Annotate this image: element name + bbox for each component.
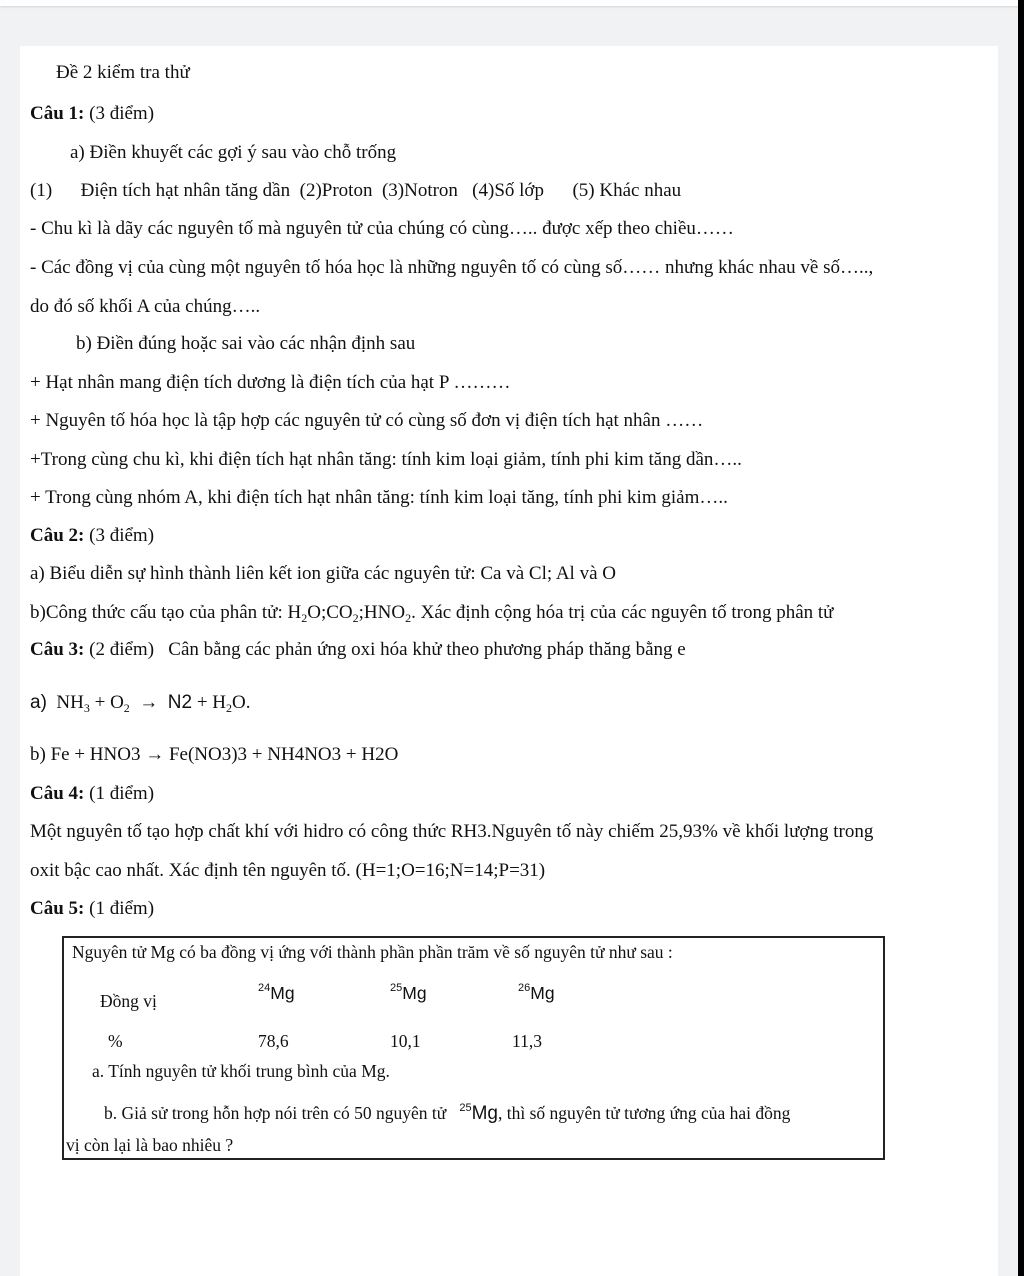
document-title: Đề 2 kiểm tra thử — [56, 62, 190, 83]
q2-part-b — [30, 602, 833, 624]
q1-part-b-title: b) Điền đúng hoặc sai vào các nhận định sau — [76, 333, 416, 354]
q2-part-b-prefix: b)Công thức cấu tạo của phân tử: — [30, 602, 288, 623]
q5-label: Câu 5: — [30, 898, 85, 919]
q1-statement: +Trong cùng chu kì, khi điện tích hạt nhân tăng: tính kim loại giảm, tính phi kim tăng dần….. — [30, 449, 742, 470]
q2-label: Câu 2: — [30, 525, 85, 546]
q1-statement: + Trong cùng nhóm A, khi điện tích hạt nhân tăng: tính kim loại tăng, tính phi kim giảm….. — [30, 487, 728, 508]
q1-points: (3 điểm) — [89, 103, 155, 124]
q2-formulas: $H_2O;CO_2;HNO_2$ — [287, 602, 412, 625]
q3-heading — [30, 639, 686, 661]
q5-isotope-26mg: $^{26}$Mg — [518, 982, 555, 1003]
q3-eq-a-label: a) — [30, 692, 47, 713]
q5-part-a: a. Tính nguyên tử khối trung bình của Mg. — [92, 1061, 390, 1081]
q5-part-b-isotope: $^{25}$Mg — [459, 1102, 498, 1124]
q3-equation-a — [30, 692, 251, 714]
q5-percent-24mg: 78,6 — [258, 1031, 289, 1051]
q5-part-b-suffix: , thì số nguyên tử tương ứng của hai đồng — [498, 1103, 791, 1123]
q2-part-a: a) Biểu diễn sự hình thành liên kết ion giữa các nguyên tử: Ca và Cl; Al và O — [30, 563, 616, 584]
q5-part-b — [104, 1102, 790, 1125]
q5-part-b-prefix: b. Giả sử trong hỗn hợp nói trên có 50 nguyên tử — [104, 1103, 447, 1123]
q5-isotope-25mg: $^{25}$Mg — [390, 982, 427, 1003]
q4-points: (1 điểm) — [89, 783, 155, 804]
q2-part-b-suffix: . Xác định cộng hóa trị của các nguyên tố trong phân tử — [411, 602, 834, 623]
document-page — [20, 46, 998, 1276]
q5-isotope-24mg: $^{24}$Mg — [258, 982, 295, 1003]
q3-points: (2 điểm) — [89, 639, 155, 660]
q3-instruction: Cân bằng các phản ứng oxi hóa khử theo phương pháp thăng bằng e — [168, 639, 686, 660]
q5-isotope-box — [62, 936, 885, 1160]
q1-hints: (1) Điện tích hạt nhân tăng dần (2)Proton (3)Notron (4)Số lớp (5) Khác nhau — [30, 180, 682, 201]
q5-row-label-percent: % — [108, 1031, 123, 1051]
q5-heading — [30, 898, 154, 920]
q4-line-1: Một nguyên tố tạo hợp chất khí với hidro có công thức RH3.Nguyên tố này chiếm 25,93% về khối lượng trong — [30, 821, 874, 842]
q5-percent-26mg: 11,3 — [512, 1031, 542, 1051]
q1-statement: + Hạt nhân mang điện tích dương là điện tích của hạt P ……… — [30, 372, 511, 393]
q4-label: Câu 4: — [30, 783, 85, 804]
q5-box-intro: Nguyên tử Mg có ba đồng vị ứng với thành phần phần trăm về số nguyên tử như sau : — [72, 942, 673, 962]
q1-line-3: do đó số khối A của chúng….. — [30, 296, 261, 317]
q2-heading — [30, 525, 154, 547]
q3-label: Câu 3: — [30, 639, 85, 660]
q1-heading — [30, 103, 154, 125]
q4-line-2: oxit bậc cao nhất. Xác định tên nguyên tố. (H=1;O=16;N=14;P=31) — [30, 860, 546, 881]
q1-line-2: - Các đồng vị của cùng một nguyên tố hóa học là những nguyên tố có cùng số…… nhưng khác nhau về số….., — [30, 257, 874, 278]
q3-equation-b: b) Fe + HNO3 → Fe(NO3)3 + NH4NO3 + H2O — [30, 744, 399, 765]
q3-eq-a-formula: $NH_3 + O_2 \to N2 + H_2O$. — [51, 692, 251, 715]
q5-row-label-isotope: Đồng vị — [100, 991, 157, 1011]
q4-heading — [30, 783, 154, 805]
q5-points: (1 điểm) — [89, 898, 155, 919]
q1-part-a-title: a) Điền khuyết các gợi ý sau vào chỗ trống — [70, 142, 397, 163]
q1-label: Câu 1: — [30, 103, 85, 124]
q1-line-1: - Chu kì là dãy các nguyên tố mà nguyên tử của chúng có cùng….. được xếp theo chiều…… — [30, 218, 734, 239]
top-toolbar — [0, 0, 1024, 6]
window-edge — [1018, 0, 1024, 1276]
q1-statement: + Nguyên tố hóa học là tập hợp các nguyên tử có cùng số đơn vị điện tích hạt nhân …… — [30, 410, 704, 431]
q5-percent-25mg: 10,1 — [390, 1031, 421, 1051]
q5-part-b-line-2: vị còn lại là bao nhiêu ? — [66, 1135, 234, 1155]
q2-points: (3 điểm) — [89, 525, 155, 546]
